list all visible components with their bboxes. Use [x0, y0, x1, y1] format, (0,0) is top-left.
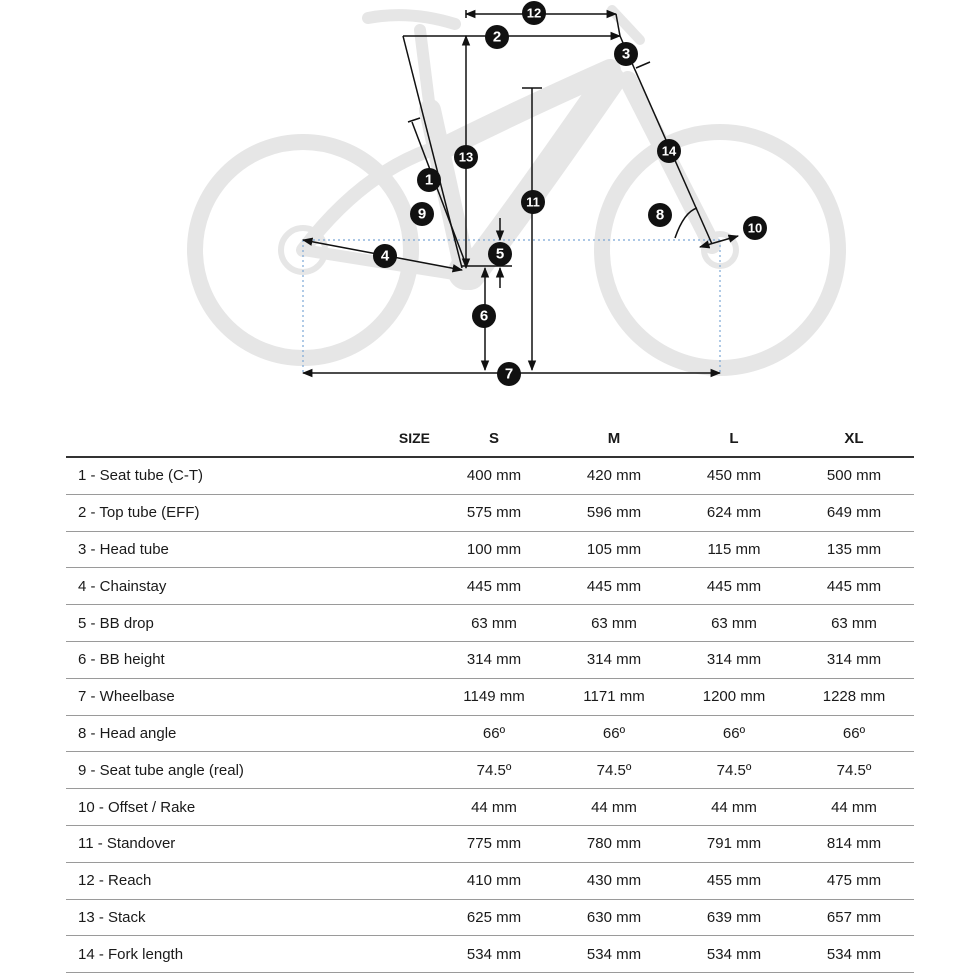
bike-geometry-diagram [0, 0, 980, 400]
size-col-header: S [434, 420, 554, 457]
callout-4 [373, 244, 397, 268]
callout-7 [497, 362, 521, 386]
row-parameter: 6 - BB height [66, 641, 434, 678]
row-value: 775 mm [434, 825, 554, 862]
row-value: 314 mm [554, 641, 674, 678]
row-value: 455 mm [674, 862, 794, 899]
row-value: 115 mm [674, 531, 794, 568]
row-value: 450 mm [674, 457, 794, 494]
svg-text:7: 7 [504, 365, 514, 383]
row-value: 420 mm [554, 457, 674, 494]
svg-text:5: 5 [495, 245, 505, 263]
row-value: 639 mm [674, 899, 794, 936]
svg-text:8: 8 [655, 206, 665, 224]
row-value: 74.5º [434, 752, 554, 789]
row-value: 135 mm [794, 531, 914, 568]
table-row [66, 457, 914, 494]
callout-2 [485, 25, 509, 49]
table-row [66, 568, 914, 605]
row-value: 625 mm [434, 899, 554, 936]
row-value: 791 mm [674, 825, 794, 862]
row-value: 410 mm [434, 862, 554, 899]
table-row [66, 752, 914, 789]
table-row [66, 641, 914, 678]
row-value: 66º [794, 715, 914, 752]
row-value: 430 mm [554, 862, 674, 899]
svg-text:6: 6 [479, 307, 489, 325]
row-parameter: 7 - Wheelbase [66, 678, 434, 715]
size-col-header: XL [794, 420, 914, 457]
row-value: 814 mm [794, 825, 914, 862]
callout-3 [614, 42, 638, 66]
row-value: 66º [554, 715, 674, 752]
bike-silhouette [195, 10, 838, 368]
table-row [66, 862, 914, 899]
svg-text:9: 9 [417, 205, 427, 223]
row-value: 1171 mm [554, 678, 674, 715]
row-value: 63 mm [674, 605, 794, 642]
table-row [66, 825, 914, 862]
table-row [66, 715, 914, 752]
row-value: 445 mm [794, 568, 914, 605]
svg-text:12: 12 [526, 5, 542, 21]
row-value: 74.5º [794, 752, 914, 789]
row-value: 534 mm [434, 936, 554, 973]
callout-11 [521, 190, 545, 214]
row-parameter: 1 - Seat tube (C-T) [66, 457, 434, 494]
saddle [368, 15, 455, 24]
row-value: 534 mm [554, 936, 674, 973]
row-parameter: 13 - Stack [66, 899, 434, 936]
row-value: 44 mm [794, 789, 914, 826]
row-parameter: 11 - Standover [66, 825, 434, 862]
callout-5 [488, 242, 512, 266]
table-row [66, 899, 914, 936]
row-value: 500 mm [794, 457, 914, 494]
size-col-header: M [554, 420, 674, 457]
row-value: 657 mm [794, 899, 914, 936]
row-parameter: 5 - BB drop [66, 605, 434, 642]
row-value: 445 mm [674, 568, 794, 605]
row-parameter: 3 - Head tube [66, 531, 434, 568]
svg-text:11: 11 [526, 194, 540, 210]
row-parameter: 4 - Chainstay [66, 568, 434, 605]
row-value: 314 mm [794, 641, 914, 678]
svg-text:13: 13 [458, 149, 474, 165]
row-value: 1149 mm [434, 678, 554, 715]
row-value: 1200 mm [674, 678, 794, 715]
svg-text:14: 14 [661, 143, 677, 159]
row-parameter: 12 - Reach [66, 862, 434, 899]
svg-text:4: 4 [380, 247, 390, 265]
callout-1 [417, 168, 441, 192]
row-value: 63 mm [554, 605, 674, 642]
svg-text:1: 1 [424, 171, 434, 189]
row-value: 445 mm [434, 568, 554, 605]
callout-13 [454, 145, 478, 169]
geometry-table [66, 420, 914, 973]
row-value: 100 mm [434, 531, 554, 568]
callout-10 [743, 216, 767, 240]
row-value: 780 mm [554, 825, 674, 862]
row-parameter: 2 - Top tube (EFF) [66, 494, 434, 531]
table-row [66, 678, 914, 715]
table-row [66, 605, 914, 642]
row-value: 630 mm [554, 899, 674, 936]
seatpost [420, 30, 430, 110]
row-value: 624 mm [674, 494, 794, 531]
row-value: 314 mm [434, 641, 554, 678]
row-value: 475 mm [794, 862, 914, 899]
table-row [66, 936, 914, 973]
row-value: 575 mm [434, 494, 554, 531]
row-value: 63 mm [794, 605, 914, 642]
row-parameter: 9 - Seat tube angle (real) [66, 752, 434, 789]
callout-6 [472, 304, 496, 328]
size-header: SIZE [66, 420, 434, 457]
row-value: 44 mm [554, 789, 674, 826]
row-value: 596 mm [554, 494, 674, 531]
callout-9 [410, 202, 434, 226]
svg-text:3: 3 [621, 45, 631, 63]
size-col-header: L [674, 420, 794, 457]
row-parameter: 14 - Fork length [66, 936, 434, 973]
row-value: 400 mm [434, 457, 554, 494]
row-value: 66º [434, 715, 554, 752]
row-value: 1228 mm [794, 678, 914, 715]
table-row [66, 531, 914, 568]
row-value: 534 mm [794, 936, 914, 973]
row-parameter: 8 - Head angle [66, 715, 434, 752]
table-row [66, 494, 914, 531]
row-value: 534 mm [674, 936, 794, 973]
callout-12 [522, 1, 546, 25]
table-header-row [66, 420, 914, 457]
callout-14 [657, 139, 681, 163]
row-value: 74.5º [674, 752, 794, 789]
callouts [373, 1, 767, 386]
row-value: 63 mm [434, 605, 554, 642]
row-value: 44 mm [674, 789, 794, 826]
row-value: 314 mm [674, 641, 794, 678]
callout-8 [648, 203, 672, 227]
row-value: 105 mm [554, 531, 674, 568]
svg-text:2: 2 [492, 28, 502, 46]
row-value: 66º [674, 715, 794, 752]
table-row [66, 789, 914, 826]
row-parameter: 10 - Offset / Rake [66, 789, 434, 826]
row-value: 649 mm [794, 494, 914, 531]
row-value: 445 mm [554, 568, 674, 605]
row-value: 74.5º [554, 752, 674, 789]
row-value: 44 mm [434, 789, 554, 826]
svg-text:10: 10 [747, 220, 763, 236]
